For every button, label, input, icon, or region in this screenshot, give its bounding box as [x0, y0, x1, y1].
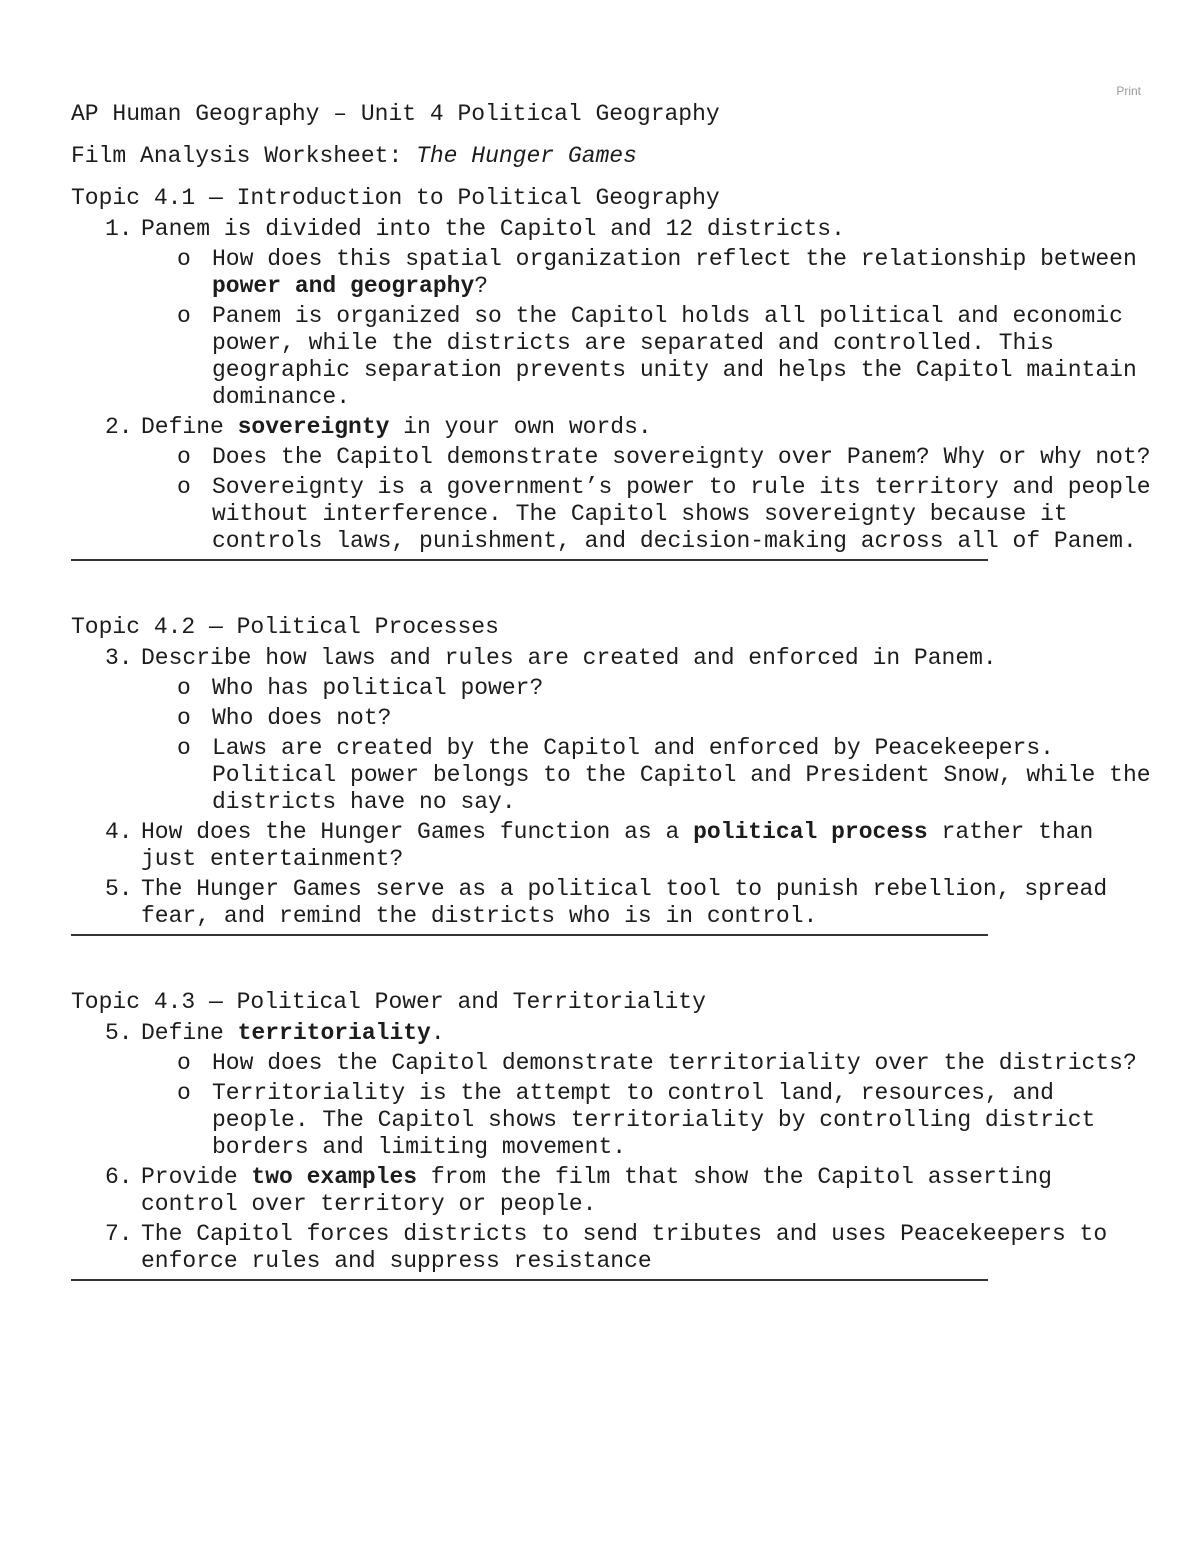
- question-text: How does the Hunger Games function as a: [141, 819, 694, 845]
- sub-item: [71, 675, 1151, 702]
- question-4: [71, 819, 1151, 873]
- question-number: 3.: [105, 645, 133, 671]
- bullet: o: [177, 246, 191, 272]
- bold-term: power and geography: [212, 273, 475, 299]
- document-title: AP Human Geography – Unit 4 Political Geography: [71, 101, 720, 127]
- question-text: Panem is divided into the Capitol and 12 districts.: [141, 216, 845, 242]
- question-number: 5.: [105, 876, 133, 902]
- sub-text: Who has political power?: [212, 675, 544, 701]
- question-number: 1.: [105, 216, 133, 242]
- bullet: o: [177, 303, 191, 329]
- section-gap: [71, 561, 1151, 613]
- answer-5: [71, 876, 1151, 930]
- sub-text: How does this spatial organization reflect the relationship between: [212, 246, 1137, 272]
- question-6: [71, 1164, 1151, 1218]
- answer-item: [71, 474, 1151, 555]
- question-number: 7.: [105, 1221, 133, 1247]
- sub-item: [71, 705, 1151, 732]
- subtitle-prefix: Film Analysis Worksheet:: [71, 143, 417, 169]
- question-3: [71, 645, 1151, 672]
- bullet: o: [177, 705, 191, 731]
- section-divider: [71, 1279, 988, 1281]
- question-number: 5.: [105, 1020, 133, 1046]
- bold-term: territoriality: [237, 1020, 431, 1046]
- sub-text: Who does not?: [212, 705, 392, 731]
- answer-text: Laws are created by the Capitol and enforced by Peacekeepers. Political power belongs to the Capitol and President Snow, while the districts have no say.: [212, 735, 1151, 815]
- answer-item: [71, 303, 1151, 411]
- bullet: o: [177, 1050, 191, 1076]
- question-text: Define: [141, 414, 238, 440]
- question-text: Define: [141, 1020, 238, 1046]
- topic-heading-4-1: Topic 4.1 — Introduction to Political Geography: [71, 185, 720, 211]
- sub-item: [71, 444, 1151, 471]
- document-subtitle: [71, 142, 1151, 170]
- answer-text: The Hunger Games serve as a political tool to punish rebellion, spread fear, and remind the districts who is in control.: [141, 876, 1108, 929]
- question-text: Provide: [141, 1164, 252, 1190]
- answer-7: [71, 1221, 1151, 1275]
- topic-heading-4-3: Topic 4.3 — Political Power and Territoriality: [71, 989, 706, 1015]
- bold-term: political process: [693, 819, 928, 845]
- topic-heading-4-2: Topic 4.2 — Political Processes: [71, 614, 499, 640]
- answer-text: Panem is organized so the Capitol holds all political and economic power, while the districts are separated and controlled. This geographic separation prevents unity and helps the Capitol maintain dominance.: [212, 303, 1137, 410]
- bullet: o: [177, 474, 191, 500]
- question-2: [71, 414, 1151, 441]
- answer-item: [71, 1080, 1151, 1161]
- question-number: 2.: [105, 414, 133, 440]
- answer-item: [71, 735, 1151, 816]
- answer-text: The Capitol forces districts to send tributes and uses Peacekeepers to enforce rules and suppress resistance: [141, 1221, 1108, 1274]
- worksheet-document: [71, 100, 1151, 1281]
- question-number: 6.: [105, 1164, 133, 1190]
- question-1: [71, 216, 1151, 243]
- bold-term: two examples: [251, 1164, 418, 1190]
- bullet: o: [177, 735, 191, 761]
- question-text: rather than just entertainment?: [141, 819, 1094, 872]
- section-gap: [71, 936, 1151, 988]
- answer-text: Sovereignty is a government’s power to rule its territory and people without interference. The Capitol shows sovereignty because it controls laws, punishment, and decision-making across all of Panem.: [212, 474, 1151, 554]
- question-5: [71, 1020, 1151, 1047]
- question-number: 4.: [105, 819, 133, 845]
- print-link[interactable]: Print: [1116, 84, 1141, 98]
- sub-text: Does the Capitol demonstrate sovereignty over Panem? Why or why not?: [212, 444, 1151, 470]
- answer-text: Territoriality is the attempt to control land, resources, and people. The Capitol shows territoriality by controlling district borders and limiting movement.: [212, 1080, 1096, 1160]
- sub-text: How does the Capitol demonstrate territoriality over the districts?: [212, 1050, 1137, 1076]
- sub-text: ?: [474, 273, 489, 299]
- sub-item: [71, 1050, 1151, 1077]
- bullet: o: [177, 1080, 191, 1106]
- question-text: Describe how laws and rules are created and enforced in Panem.: [141, 645, 997, 671]
- bullet: o: [177, 675, 191, 701]
- bold-term: sovereignty: [237, 414, 390, 440]
- question-text: from the film that show the Capitol asserting control over territory or people.: [141, 1164, 1052, 1217]
- bullet: o: [177, 444, 191, 470]
- sub-item: [71, 246, 1151, 300]
- question-text: in your own words.: [389, 414, 652, 440]
- question-text: .: [430, 1020, 445, 1046]
- film-title: The Hunger Games: [416, 143, 637, 169]
